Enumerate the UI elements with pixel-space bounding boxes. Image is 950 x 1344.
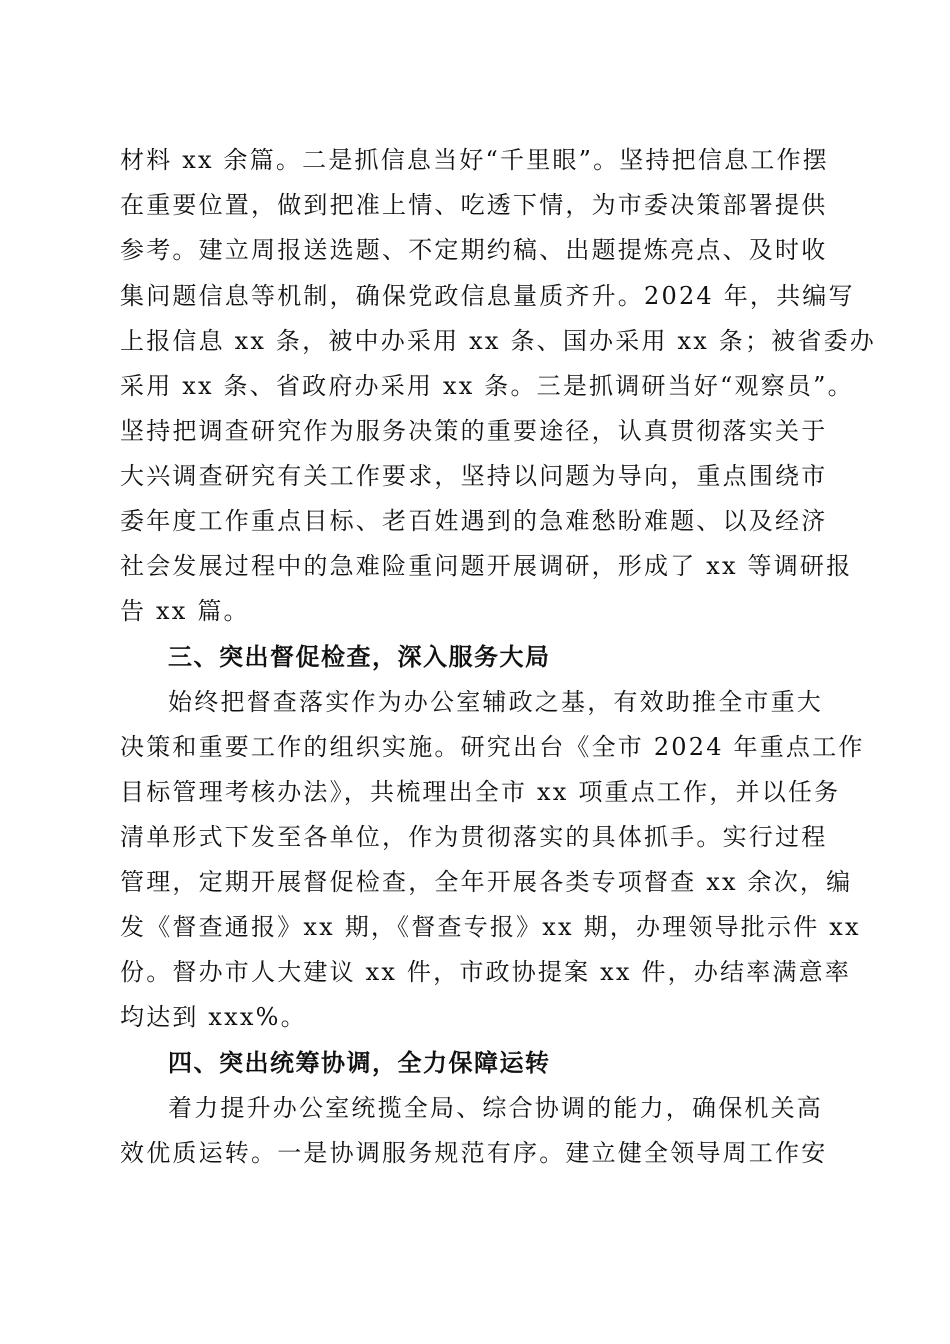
body-text-line: 坚持把调查研究作为服务决策的重要途径，认真贯彻落实关于 bbox=[120, 417, 828, 445]
body-text-line: 始终把督查落实作为办公室辅政之基，有效助推全市重大 bbox=[168, 688, 823, 716]
body-text-line: 清单形式下发至各单位，作为贯彻落实的具体抓手。实行过程 bbox=[120, 823, 828, 851]
body-text-line: 在重要位置，做到把准上情、吃透下情，为市委决策部署提供 bbox=[120, 191, 828, 219]
body-text-line: 份。督办市人大建议 xx 件，市政协提案 xx 件，办结率满意率 bbox=[120, 958, 852, 986]
body-text-line: 均达到 xxx%。 bbox=[120, 1003, 307, 1031]
body-text-line: 大兴调查研究有关工作要求，坚持以问题为导向，重点围绕市 bbox=[120, 462, 828, 490]
body-text-line: 上报信息 xx 条，被中办采用 xx 条、国办采用 xx 条；被省委办 bbox=[120, 327, 876, 355]
body-text-line: 发《督查通报》xx 期，《督查专报》xx 期，办理领导批示件 xx bbox=[120, 913, 861, 941]
body-text-line: 决策和重要工作的组织实施。研究出台《全市 2024 年重点工作 bbox=[120, 733, 865, 761]
body-text-line: 材料 xx 余篇。二是抓信息当好“千里眼”。坚持把信息工作摆 bbox=[120, 146, 829, 174]
body-text-line: 告 xx 篇。 bbox=[120, 597, 250, 625]
body-text-line: 社会发展过程中的急难险重问题开展调研，形成了 xx 等调研报 bbox=[120, 552, 853, 580]
body-text-line: 管理，定期开展督促检查，全年开展各类专项督查 xx 余次，编 bbox=[120, 868, 853, 896]
body-text-line: 着力提升办公室统揽全局、综合协调的能力，确保机关高 bbox=[168, 1094, 823, 1122]
body-text-line: 采用 xx 条、省政府办采用 xx 条。三是抓调研当好“观察员”。 bbox=[120, 372, 854, 400]
body-text-line: 参考。建立周报送选题、不定期约稿、出题提炼亮点、及时收 bbox=[120, 236, 828, 264]
section-heading: 三、突出督促检查，深入服务大局 bbox=[168, 643, 551, 671]
section-heading: 四、突出统筹协调，全力保障运转 bbox=[168, 1049, 551, 1077]
body-text-line: 效优质运转。一是协调服务规范有序。建立健全领导周工作安 bbox=[120, 1139, 828, 1167]
body-text-line: 委年度工作重点目标、老百姓遇到的急难愁盼难题、以及经济 bbox=[120, 507, 828, 535]
body-text-line: 目标管理考核办法》，共梳理出全市 xx 项重点工作，并以任务 bbox=[120, 778, 841, 806]
body-text-line: 集问题信息等机制，确保党政信息量质齐升。2024 年，共编写 bbox=[120, 282, 855, 310]
